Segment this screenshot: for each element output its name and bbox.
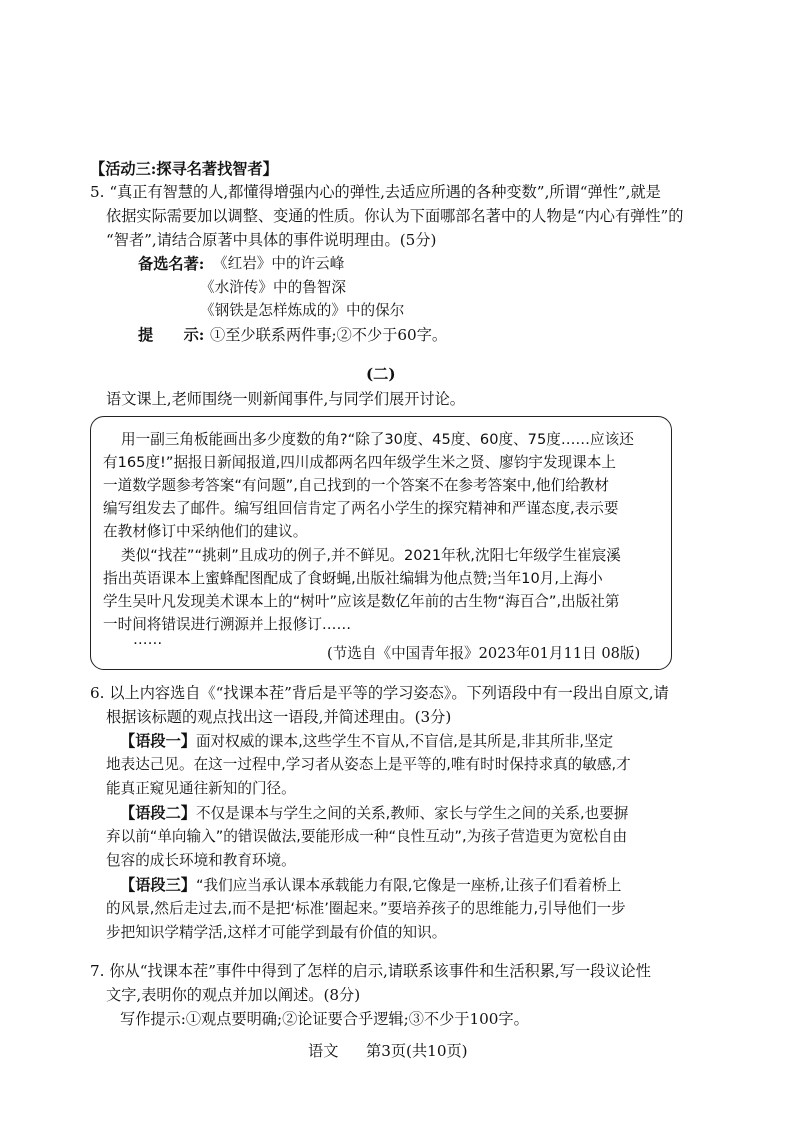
passage-1-label: 【语段一】 — [120, 732, 196, 750]
news-line: 有165度!”据报日新闻报道,四川成都两名四年级学生米之贤、廖钧宇发现课本上 — [103, 454, 616, 471]
passage-1-line-3: 能真正窥见通往新知的门径。 — [106, 780, 296, 797]
passage-2-label: 【语段二】 — [120, 804, 196, 822]
news-line: 一时间将错误进行溯源并上报修订…… — [103, 616, 352, 633]
passage-2-text: 不仅是课本与学生之间的关系,教师、家长与学生之间的关系,也要摒 — [195, 805, 629, 822]
passage-1-line-1 — [120, 730, 613, 753]
news-line: 用一副三角板能画出多少度数的角?“除了30度、45度、60度、75度……应该还 — [121, 431, 634, 448]
book-option-3: 《钢铁是怎样炼成的》中的保尔 — [200, 302, 405, 319]
passage-1-line-2: 地表达己见。在这一过程中,学习者从姿态上是平等的,唯有时时保持求真的敏感,才 — [106, 756, 631, 773]
passage-3-line-3: 步把知识学精学活,这样才可能学到最有价值的知识。 — [106, 924, 447, 941]
passage-3-text: “我们应当承认课本承载能力有限,它像是一座桥,让孩子们看着桥上 — [195, 877, 622, 894]
news-source: (节选自《中国青年报》2023年01月11日 08版) — [327, 645, 641, 662]
footer-subject: 语文 — [308, 1042, 339, 1060]
question-5-line-1: 5. “真正有智慧的人,都懂得增强内心的弹性,去适应所遇的各种变数”,所谓“弹性”,就是 — [90, 183, 661, 201]
passage-3-line-1 — [120, 874, 621, 897]
passage-1-text: 面对权威的课本,这些学生不盲从,不盲信,是其所是,非其所非,坚定 — [195, 733, 614, 750]
footer-page-number: 第3页(共10页) — [366, 1042, 468, 1060]
passage-2-line-2: 弃以前“单向输入”的错误做法,要能形成一种“良性互动”,为孩子营造更为宽松自由 — [106, 828, 628, 845]
book-option-2: 《水浒传》中的鲁智深 — [200, 279, 346, 296]
activity-heading: 【活动三:探寻名著找智者】 — [90, 160, 278, 178]
section-title: (二) — [366, 365, 396, 383]
hint-label: 提 示: — [138, 326, 205, 344]
question-6-line-1: 6. 以上内容选自《“找课本茬”背后是平等的学习姿态》。下列语段中有一段出自原文,请 — [90, 684, 669, 702]
passage-2-line-3: 包容的成长环境和教育环境。 — [106, 852, 296, 869]
section-intro: 语文课上,老师围绕一则新闻事件,与同学们展开讨论。 — [106, 390, 465, 408]
news-line: 学生吴叶凡发现美术课本上的“树叶”应该是数亿年前的古生物“海百合”,出版社第 — [103, 593, 620, 610]
passage-3-label: 【语段三】 — [120, 876, 196, 894]
question-7-line-1: 7. 你从“找课本茬”事件中得到了怎样的启示,请联系该事件和生活积累,写一段议论性 — [90, 962, 651, 980]
book-option-1: 《红岩》中的许云峰 — [213, 255, 345, 272]
question-5-line-2: 依据实际需要加以调整、变通的性质。你认为下面哪部名著中的人物是“内心有弹性”的 — [106, 207, 684, 225]
question-5-line-3: “智者”,请结合原著中具体的事件说明理由。(5分) — [106, 231, 437, 249]
news-line: 指出英语课本上蜜蜂配图配成了食蚜蝇,出版社编辑为他点赞;当年10月,上海小 — [103, 570, 603, 587]
question-7-hint: 写作提示:①观点要明确;②论证要合乎逻辑;③不少于100字。 — [120, 1010, 529, 1028]
question-7-line-2: 文字,表明你的观点并加以阐述。(8分) — [106, 986, 361, 1004]
news-excerpt-box — [90, 416, 672, 670]
passage-3-line-2: 的风景,然后走过去,而不是把‘标准’圈起来。”要培养孩子的思维能力,引导他们一步 — [106, 900, 626, 917]
news-line: 编写组发去了邮件。编写组回信肯定了两名小学生的探究精神和严谨态度,表示要 — [103, 500, 619, 517]
hint-text: ①至少联系两件事;②不少于60字。 — [210, 326, 448, 344]
news-line: 一道数学题参考答案“有问题”,自己找到的一个答案不在参考答案中,他们给教材 — [103, 477, 609, 494]
news-ellipsis: …… — [133, 631, 163, 648]
passage-2-line-1 — [120, 802, 628, 825]
news-line: 类似“找茬”“挑刺”且成功的例子,并不鲜见。2021年秋,沈阳七年级学生崔宸溪 — [121, 547, 621, 564]
books-label: 备选名著: — [138, 255, 205, 273]
question-6-line-2: 根据该标题的观点找出这一语段,并简述理由。(3分) — [106, 708, 452, 726]
news-line: 在教材修订中采纳他们的建议。 — [103, 523, 308, 540]
